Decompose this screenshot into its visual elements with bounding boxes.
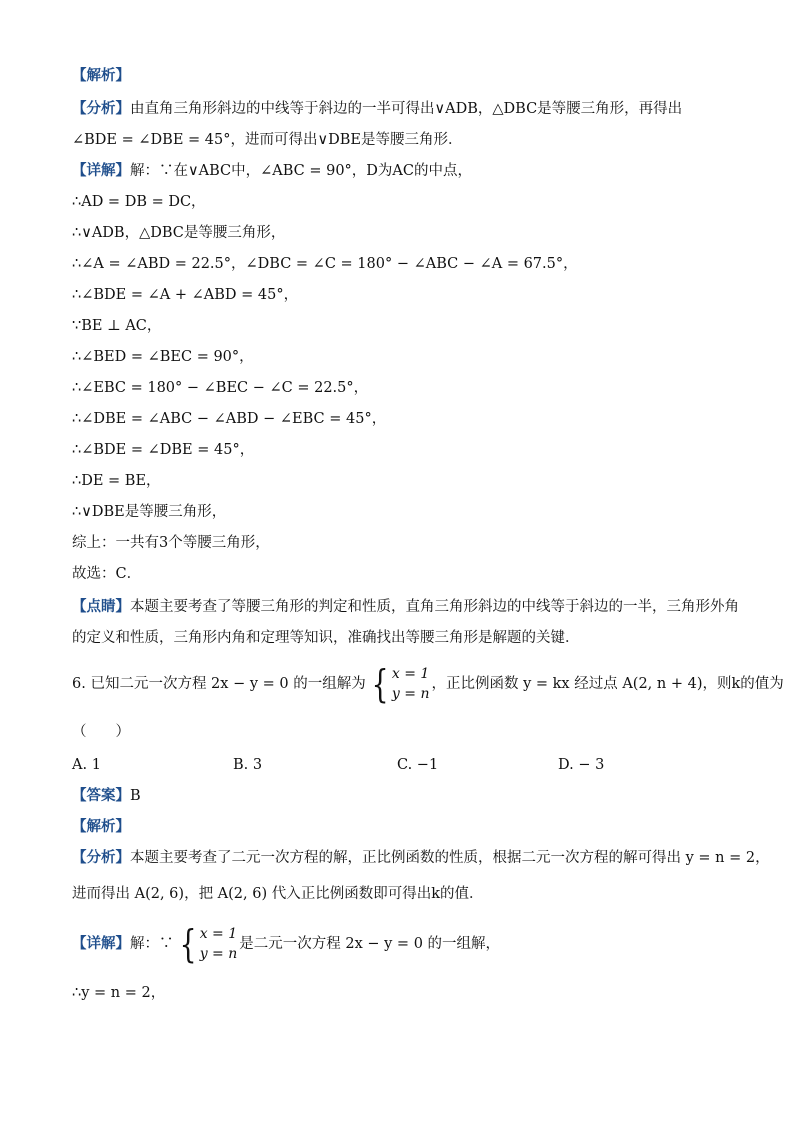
question-6-paren: （ ） [72, 724, 130, 740]
option-c: C. −1 [397, 757, 439, 773]
line-fenxi-cont: ∠BDE = ∠DBE = 45°，进而可得出∨DBE是等腰三角形． [72, 132, 463, 148]
question-6: 6. 已知二元一次方程 2x − y = 0 的一组解为 { x = 1 y = n，正比例函数 y = kx 经过点 A(2, n + 4)，则k的值为 [72, 662, 784, 706]
step-line: ∴DE = BE， [72, 473, 161, 489]
step-line: ∴AD = DB = DC， [72, 194, 206, 210]
last-line: ∴y = n = 2， [72, 985, 166, 1001]
step-line: ∴∨DBE是等腰三角形， [72, 504, 227, 520]
line-xiangjie: 【详解】解：∵在∨ABC中，∠ABC = 90°，D为AC的中点， [72, 163, 473, 179]
line-jiexi-heading-2: 【解析】 [72, 819, 130, 835]
step-line: ∴∠BDE = ∠DBE = 45°， [72, 442, 255, 458]
step-line: ∴∠DBE = ∠ABC − ∠ABD − ∠EBC = 45°， [72, 411, 387, 427]
line-jiexi-heading: 【解析】 [72, 68, 130, 84]
line-fenxi-2: 【分析】本题主要考查了二元一次方程的解，正比例函数的性质，根据二元一次方程的解可得出 y = n = 2， [72, 850, 770, 866]
step-line: ∴∠EBC = 180° − ∠BEC − ∠C = 22.5°， [72, 380, 369, 396]
step-line: ∵BE ⊥ AC， [72, 318, 162, 334]
line-dianjing: 【点睛】本题主要考查了等腰三角形的判定和性质，直角三角形斜边的中线等于斜边的一半，三角形外角 [72, 599, 739, 615]
equation-system: { x = 1 y = n [179, 922, 238, 966]
option-b: B. 3 [233, 757, 263, 773]
step-line: ∴∠BDE = ∠A + ∠ABD = 45°， [72, 287, 299, 303]
line-fenxi: 【分析】由直角三角形斜边的中线等于斜边的一半可得出∨ADB，△DBC是等腰三角形，再得出 [72, 101, 683, 117]
step-line: ∴∠A = ∠ABD = 22.5°，∠DBC = ∠C = 180° − ∠ABC − ∠A = 67.5°， [72, 256, 578, 272]
option-a: A. 1 [72, 757, 101, 773]
step-line: ∴∠BED = ∠BEC = 90°， [72, 349, 254, 365]
equation-system: { x = 1 y = n [371, 662, 430, 706]
step-line: ∴∨ADB，△DBC是等腰三角形， [72, 225, 286, 241]
choice-line: 故选：C． [72, 566, 142, 582]
answer-line: 【答案】B [72, 788, 141, 804]
summary-line: 综上：一共有3个等腰三角形， [72, 535, 270, 551]
line-xiangjie-2: 【详解】解：∵ { x = 1 y = n是二元一次方程 2x − y = 0 的一组解， [72, 922, 501, 966]
line-fenxi-2-cont: 进而得出 A(2, 6)，把 A(2, 6) 代入正比例函数即可得出k的值． [72, 886, 484, 902]
line-dianjing-cont: 的定义和性质，三角形内角和定理等知识，准确找出等腰三角形是解题的关键． [72, 630, 580, 646]
option-d: D. − 3 [558, 757, 605, 773]
